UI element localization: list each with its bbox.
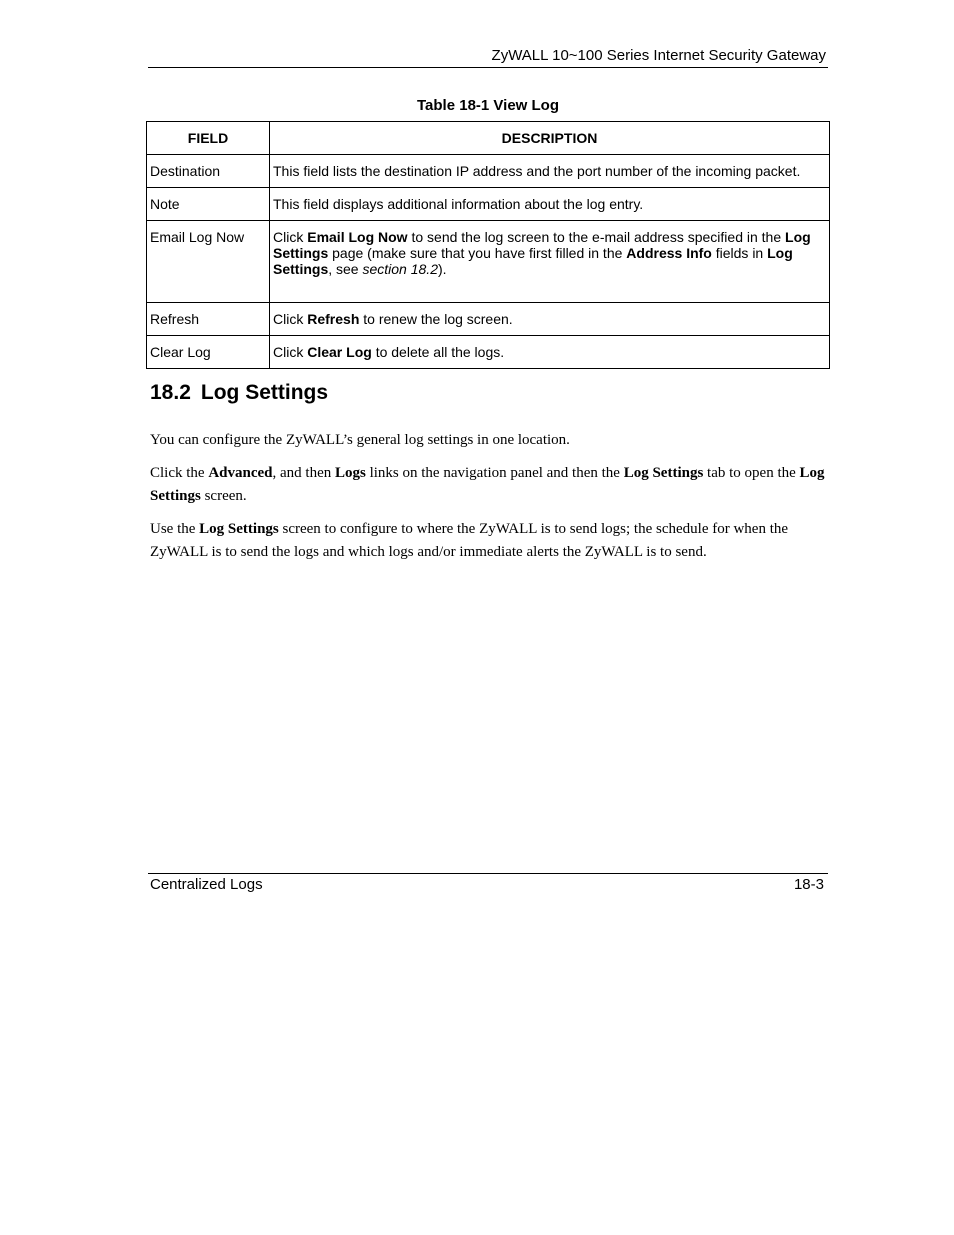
page-header (148, 46, 828, 68)
table-row (147, 188, 830, 221)
page-footer (148, 873, 828, 897)
footer-chapter: Centralized Logs (150, 876, 263, 893)
section-heading (150, 381, 328, 405)
paragraph: Click the Advanced, and then Logs links on the navigation panel and then the Log Settings tab to open the Log Settings screen. (150, 465, 825, 504)
field-cell: Clear Log (147, 336, 270, 369)
section-link[interactable]: section 18.2 (362, 261, 438, 277)
column-header-description: DESCRIPTION (270, 122, 830, 155)
description-cell: This field lists the destination IP address and the port number of the incoming packet. (270, 155, 830, 188)
section-title: Log Settings (200, 381, 329, 404)
field-cell: Note (147, 188, 270, 221)
table-row (147, 303, 830, 336)
view-log-table (146, 121, 830, 369)
table-row (147, 155, 830, 188)
table-caption: Table 18-1 View Log (417, 97, 559, 114)
table-row (147, 221, 830, 303)
description-cell: Click Email Log Now to send the log screen to the e-mail address specified in the Log Settings page (make sure that you have first filled in the Address Info fields in Log Settings, see section 18.2). (270, 221, 830, 303)
field-cell: Email Log Now (147, 221, 270, 303)
section-number: 18.2 (150, 381, 191, 404)
table-header-row (147, 122, 830, 155)
description-cell: Click Clear Log to delete all the logs. (270, 336, 830, 369)
column-header-field: FIELD (147, 122, 270, 155)
description-cell: Click Refresh to renew the log screen. (270, 303, 830, 336)
field-cell: Destination (147, 155, 270, 188)
page-number: 18-3 (793, 876, 824, 893)
paragraph: You can configure the ZyWALL’s general log settings in one location. (150, 432, 570, 448)
field-cell: Refresh (147, 303, 270, 336)
table-row (147, 336, 830, 369)
paragraph: Use the Log Settings screen to configure to where the ZyWALL is to send logs; the schedule for when the ZyWALL is to send the logs and which logs and/or immediate alerts the ZyWALL is to send. (150, 521, 789, 560)
description-cell: This field displays additional information about the log entry. (270, 188, 830, 221)
header-title: ZyWALL 10~100 Series Internet Security Gateway (491, 47, 826, 64)
